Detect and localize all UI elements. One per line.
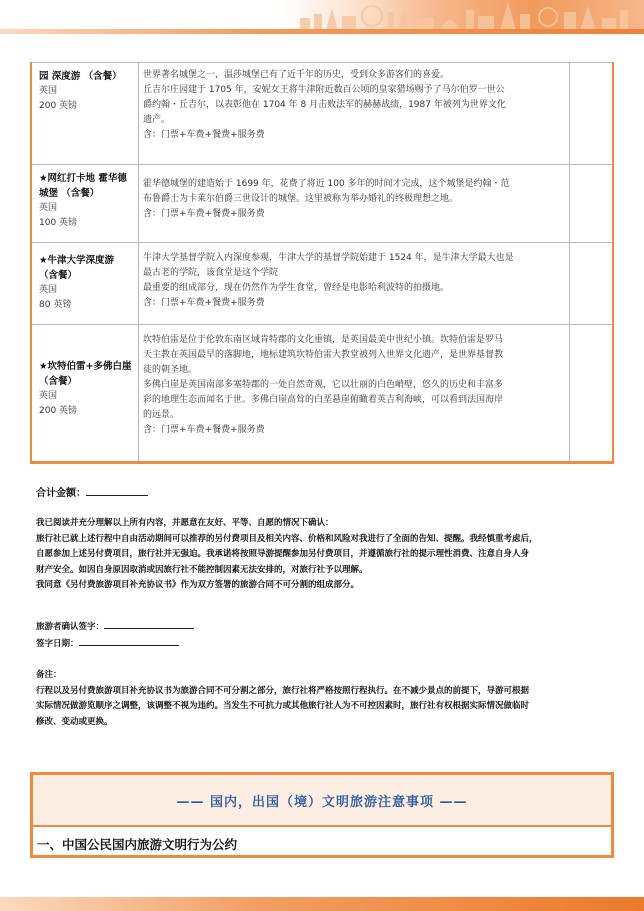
total-amount-field[interactable] <box>86 486 148 496</box>
desc-line: 遗产。 <box>143 115 171 125</box>
desc-line: 含：门票+车费+餐费+服务费 <box>143 130 265 140</box>
desc-line: 爵约翰・丘吉尔，以表彰他在 1704 年 8 月击败法军的赫赫战绩，1987 年被列为世界文化 <box>143 100 506 110</box>
consent-line: 我同意《另付费旅游项目补充协议书》作为双方签署的旅游合同不可分割的组成部分。 <box>36 580 360 590</box>
date-label: 签字日期： <box>36 639 79 649</box>
desc-line: 多佛白崖是英国南部多塞特郡的一处自然奇观，它以壮丽的白色峭壁，悠久的历史和丰富多 <box>143 380 504 390</box>
tour-country: 英国 <box>39 86 58 96</box>
tour-description <box>140 63 570 164</box>
tour-name-cell <box>36 243 139 324</box>
tour-price: 100 英镑 <box>39 218 78 228</box>
banner-title: —— 国内，出国（境）文明旅游注意事项 —— <box>176 795 468 810</box>
desc-line: 最古老的学院，该食堂是这个学院 <box>143 268 279 278</box>
tour-extra-cell <box>571 63 612 164</box>
total-label: 合计金额： <box>36 488 86 499</box>
signature-row <box>36 620 194 632</box>
tour-description <box>140 165 570 242</box>
desc-line: 徒的朝圣地。 <box>143 365 198 375</box>
tour-name: ★坎特伯雷+多佛白崖 <box>39 361 132 372</box>
tour-extra-cell <box>571 243 612 324</box>
tour-extra-cell <box>571 325 612 461</box>
desc-line: 布鲁爵士为卡莱尔伯爵三世设计的城堡。这里被称为举办婚礼的终极理想之地。 <box>143 194 459 204</box>
section-banner <box>30 772 614 858</box>
notes-line: 修改、变动或更换。 <box>36 716 113 727</box>
city-skyline-icon <box>280 0 644 30</box>
tour-name-cont: （含餐） <box>39 376 78 387</box>
tour-description <box>140 243 570 324</box>
signature-label: 旅游者确认签字： <box>36 622 105 632</box>
table-row <box>32 324 612 461</box>
desc-line: 最重要的组成部分，现在仍然作为学生食堂，曾经是电影哈利波特的拍摄地。 <box>143 283 450 293</box>
desc-line: 天主教在英国最早的落脚地，地标建筑坎特伯雷大教堂被列入世界文化遗产，是世界基督教 <box>143 350 504 360</box>
tour-name: ★牛津大学深度游 <box>39 255 115 266</box>
table-row <box>32 242 612 324</box>
desc-line: 霍华德城堡的建造始于 1699 年，花费了将近 100 多年的时间才完成，这个城堡是约翰・范 <box>143 179 510 189</box>
banner-title-strip <box>33 775 611 827</box>
desc-line: 丘吉尔庄园建于 1705 年，安妮女王将牛津附近数百公顷的皇家猎场赐予了马尔伯罗一世公 <box>143 85 505 95</box>
tour-name-cont: （含餐） <box>39 270 78 281</box>
signature-field[interactable] <box>104 620 194 629</box>
tour-country: 英国 <box>39 391 58 401</box>
tour-name-cont: 城堡 （含餐） <box>39 188 100 199</box>
table-row <box>32 164 612 242</box>
consent-line: 财产安全。如因自身原因取消或因旅行社不能控制因素无法安排的，对旅行社予以理解。 <box>36 564 368 575</box>
desc-line: 彩的地理生态而闻名于世。多佛白崖高耸的白垩悬崖俯瞰着英吉利海峡，可以看到法国海岸 <box>143 395 504 405</box>
desc-line: 含：门票+车费+餐费+服务费 <box>143 425 265 435</box>
tour-name: ★网红打卡地 霍华德 <box>39 173 127 184</box>
desc-line: 含：门票+车费+餐费+服务费 <box>143 209 265 219</box>
desc-line: 的远景。 <box>143 410 180 420</box>
table-row <box>32 62 612 164</box>
date-row <box>36 637 179 649</box>
tour-description <box>140 325 570 461</box>
tour-price: 80 英镑 <box>39 300 72 310</box>
notes-line: 实际情况做游览顺序之调整，该调整不视为违约。当发生不可抗力或其他旅行社人为不可控因素时，旅行社有权根据实际情况做临时 <box>36 701 530 711</box>
notes-line: 行程以及另付费旅游项目补充协议书为旅游合同不可分割之部分，旅行社将严格按照行程执行。在不减少景点的前提下，导游可根据 <box>36 685 530 696</box>
desc-line: 坎特伯雷是位于伦敦东南区域肯特郡的文化重镇，是英国最美中世纪小镇。坎特伯雷是罗马 <box>143 335 504 345</box>
desc-line: 含：门票+车费+餐费+服务费 <box>143 298 265 308</box>
section-heading: 一、中国公民国内旅游文明行为公约 <box>37 837 238 852</box>
desc-line: 牛津大学基督学院入内深度参观，牛津大学的基督学院始建于 1524 年，是牛津大学最大也是 <box>143 253 514 263</box>
tour-name-cell <box>36 165 139 242</box>
desc-line: 世界著名城堡之一，温莎城堡已有了近千年的历史，受到众多游客们的喜爱。 <box>143 70 450 80</box>
consent-line: 旅行社已就上述行程中自由活动期间可以推荐的另付费项目及相关内容、价格和风险对我进行了全面的告知、提醒。我经慎重考虑后， <box>36 533 538 544</box>
tour-price: 200 英镑 <box>39 406 78 416</box>
header-band <box>0 0 644 34</box>
tour-name-cell <box>36 325 139 461</box>
tour-country: 英国 <box>39 203 58 213</box>
footer-band <box>0 897 644 911</box>
notes-title: 备注： <box>36 670 62 680</box>
notes <box>36 668 614 730</box>
tour-price: 200 英镑 <box>39 101 78 111</box>
consent-line: 自愿参加上述另付费项目，旅行社并无强迫。我承诺将按照导游提醒参加另付费项目，并遵循旅行社的提示理性消费、注意自身人身 <box>36 549 530 559</box>
tour-extra-cell <box>571 165 612 242</box>
total-amount <box>36 484 148 499</box>
date-field[interactable] <box>79 637 179 646</box>
consent-text <box>36 516 614 594</box>
tour-country: 英国 <box>39 285 58 295</box>
tour-name: 园 深度游 （含餐） <box>39 71 122 82</box>
tours-table <box>30 62 614 464</box>
consent-line: 我已阅读并充分理解以上所有内容，并愿意在友好、平等、自愿的情况下确认： <box>36 518 334 528</box>
tour-name-cell <box>36 63 139 164</box>
